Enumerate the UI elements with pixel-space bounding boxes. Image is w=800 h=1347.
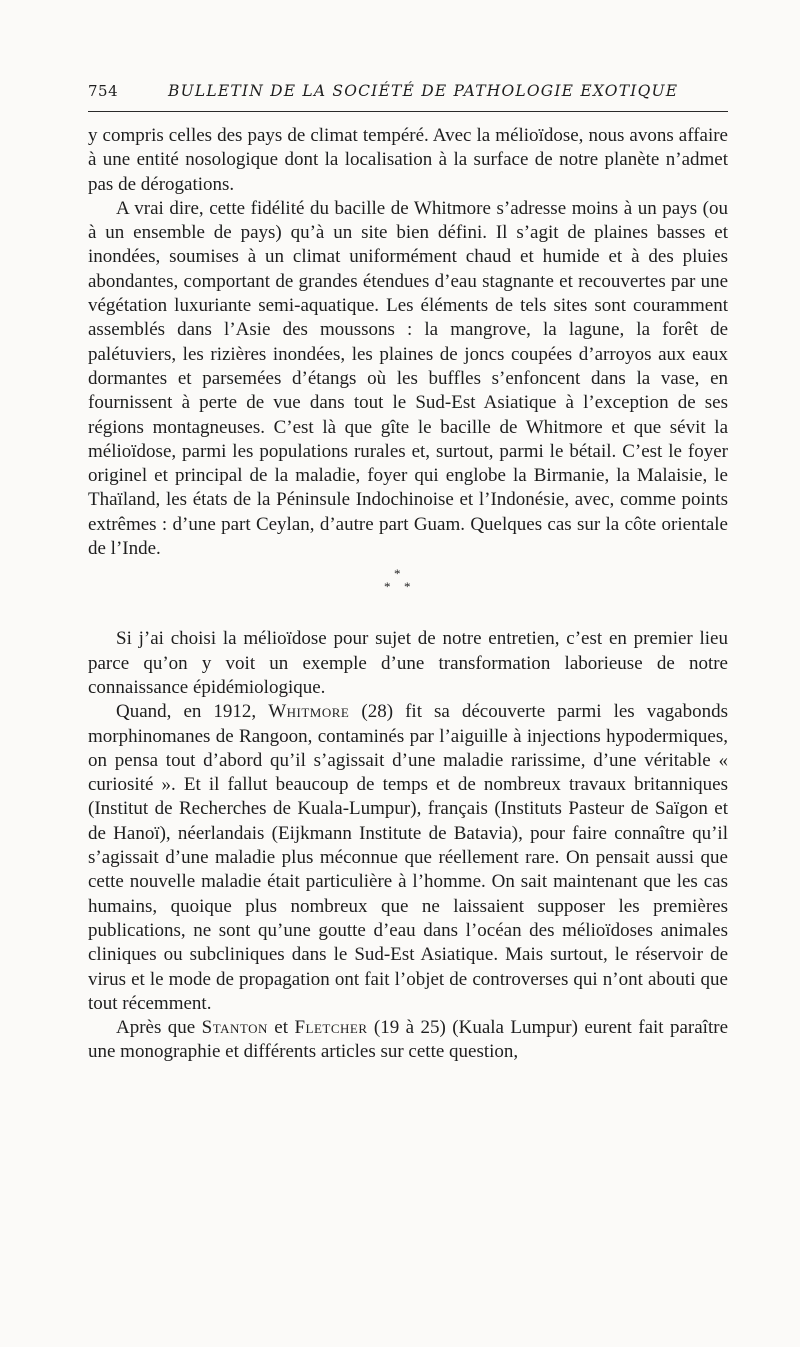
page-number: 754 (88, 82, 119, 100)
section-asterism (88, 561, 728, 627)
asterism-star: * (384, 579, 391, 595)
author-name: Stanton (201, 1017, 268, 1039)
text-run: (19 à 25) (Kuala Lumpur) eurent fait paraître une monographie et différents articles sur cette question, (88, 1017, 729, 1063)
running-title: BULLETIN DE LA SOCIÉTÉ DE PATHOLOGIE EXOTIQUE (168, 82, 679, 100)
running-header (88, 82, 728, 104)
paragraph-2: A vrai dire, cette fidélité du bacille de Whitmore s’adresse moins à un pays (ou à un ensemble de pays) qu’à un site bien défini. Il s’agit de plaines basses et inondées, soumises à un climat uniformément chaud et humide et à des pluies abondantes, comportant de grandes étendues d’eau stagnante et recouvertes par une végétation luxuriante semi-aquatique. Les éléments de tels sites sont couramment assemblés dans l’Asie des moussons : la mangrove, la lagune, la forêt de palétuviers, les rizières inondées, les plaines de joncs coupées d’arroyos aux eaux dormantes et parsemées d’étangs où les buffles s’enfoncent dans la vase, en fournissent à perte de vue dans tout le Sud-Est Asiatique à l’exception de ses régions montagneuses. C’est là que gîte le bacille de Whitmore et que sévit la mélioïdose, parmi les populations rurales et, surtout, parmi le bétail. C’est le foyer originel et principal de la maladie, foyer qui englobe la Birmanie, la Malaisie, le Thaïland, les états de la Péninsule Indochinoise et l’Indonésie, avec, comme points extrêmes : d’une part Ceylan, d’autre part Guam. Quelques cas sur la côte orientale de l’Inde. (88, 197, 728, 560)
author-name: Fletcher (294, 1017, 368, 1039)
paragraph-3: Si j’ai choisi la mélioïdose pour sujet de notre entretien, c’est en premier lieu parce qu’on y voit un exemple d’une transformation laborieuse de notre connaissance épidémiologique. (88, 628, 728, 698)
article-body (88, 124, 728, 1065)
author-name: Whitmore (268, 701, 350, 723)
paragraph-5 (88, 1016, 728, 1065)
asterism-star: * (394, 566, 401, 582)
text-run: et (267, 1017, 295, 1039)
text-run: Après que (116, 1017, 202, 1039)
paragraph-4 (88, 700, 728, 1016)
asterism-star: * (404, 579, 411, 595)
header-rule (88, 111, 728, 112)
text-run: Quand, en 1912, (116, 701, 269, 723)
paragraph-1: y compris celles des pays de climat tempéré. Avec la mélioïdose, nous avons affaire à une entité nosologique dont la localisation à la surface de notre planète n’admet pas de dérogations. (88, 125, 728, 195)
text-run: (28) fit sa découverte parmi les vagabonds morphinomanes de Rangoon, contaminés par l’aiguille à injections hypodermiques, on pensa tout d’abord qu’il s’agissait d’une maladie rarissime, d’une véritable « curiosité ». Et il fallut beaucoup de temps et de nombreux travaux britanniques (Institut de Recherches de Kuala-Lumpur), français (Instituts Pasteur de Saïgon et de Hanoï), néerlandais (Eijkmann Institute de Batavia), pour faire connaître qu’il s’agissait d’une maladie plus méconnue que réellement rare. On pensait aussi que cette nouvelle maladie était particulière à l’homme. On sait maintenant que les cas humains, quoique plus nombreux que ne laissaient supposer les premières publications, ne sont qu’une goutte d’eau dans l’océan des mélioïdoses animales cliniques ou subcliniques dans le Sud-Est Asiatique. Mais surtout, le réservoir de virus et le mode de propagation ont fait l’objet de controverses qui n’ont abouti que tout récemment. (88, 701, 728, 1014)
